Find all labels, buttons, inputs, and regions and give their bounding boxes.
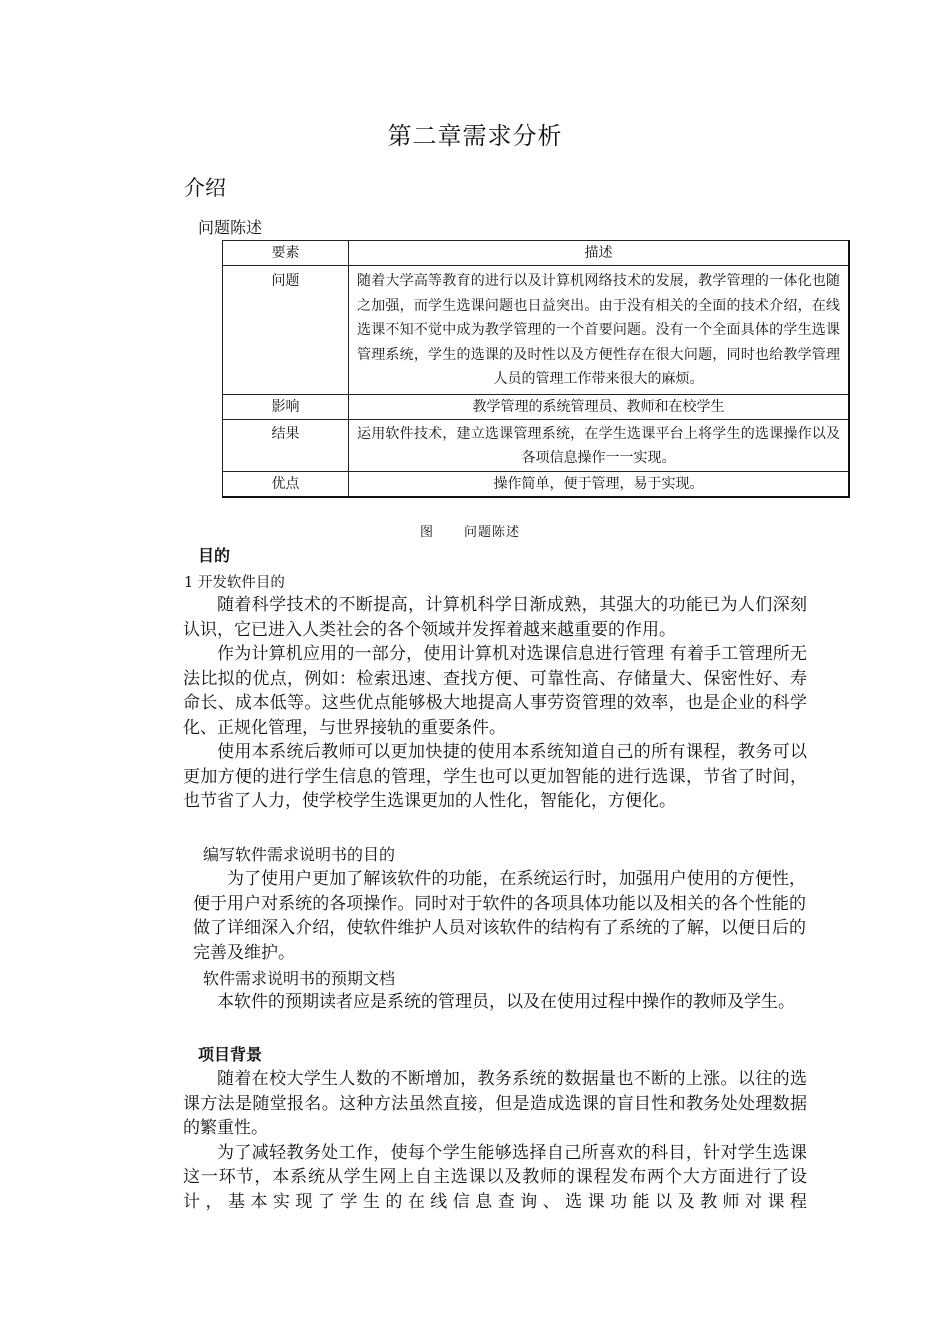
table-cell-key: 结果 <box>223 419 349 471</box>
spec-purpose-paragraph: 为了使用户更加了解该软件的功能，在系统运行时，加强用户使用的方便性，便于用户对系统的各项操作。同时对于软件的各项具体功能以及相关的各个性能的做了详细深入介绍，使软件维护人员对该软件的结构有了系统的了解，以便日后的完善及维护。 <box>193 869 806 963</box>
table-header-row <box>223 241 850 266</box>
table-row <box>223 266 850 395</box>
table-cell-key: 优点 <box>223 471 349 497</box>
table-row <box>223 394 850 419</box>
table-row <box>223 471 850 497</box>
paragraph: 作为计算机应用的一部分，使用计算机对选课信息进行管理 有着手工管理所无法比拟的优点，例如：检索迅速、查找方便、可靠性高、存储量大、保密性好、寿命长、成本低等。这些优点能够极大地提高人事劳资管理的效率，也是企业的科学化、正规化管理，与世界接轨的重要条件。 <box>183 644 807 738</box>
subsection-heading-purpose: 目的 <box>198 546 231 565</box>
background-paragraphs <box>183 1067 807 1214</box>
caption-text: 问题陈述 <box>464 525 521 540</box>
table-cell-value: 随着大学高等教育的进行以及计算机网络技术的发展，教学管理的一体化也随之加强，而学生选课问题也日益突出。由于没有相关的全面的技术介绍，在线选课不知不觉中成为教学管理的一个首要问题。没有一个全面具体的学生选课管理系统，学生的选课的及时性以及方便性存在很大问题，同时也给教学管理人员的管理工作带来很大的麻烦。 <box>349 266 850 395</box>
paragraph: 随着科学技术的不断提高，计算机科学日渐成熟，其强大的功能已为人们深刻认识，它已进入人类社会的各个领域并发挥着越来越重要的作用。 <box>183 595 807 640</box>
problem-statement-table <box>222 240 850 498</box>
spec-doc-paragraph: 本软件的预期读者应是系统的管理员，以及在使用过程中操作的教师及学生。 <box>217 992 795 1012</box>
table-cell-key: 影响 <box>223 394 349 419</box>
purpose-paragraphs <box>183 593 807 814</box>
table-row <box>223 419 850 471</box>
table-cell-value: 教学管理的系统管理员、教师和在校学生 <box>349 394 850 419</box>
paragraph: 随着在校大学生人数的不断增加，教务系统的数据量也不断的上涨。以往的选课方法是随堂报名。这种方法虽然直接，但是造成选课的盲目性和教务处处理数据的繁重性。 <box>183 1069 807 1138</box>
chapter-title: 第二章需求分析 <box>387 122 563 150</box>
caption-label: 图 <box>420 525 435 540</box>
purpose-item-heading: 1 开发软件目的 <box>184 575 285 591</box>
subsection-heading-problem: 问题陈述 <box>198 218 263 237</box>
table-header-description: 描述 <box>349 241 850 266</box>
spec-doc-heading: 软件需求说明书的预期文档 <box>203 969 396 988</box>
paragraph: 使用本系统后教师可以更加快捷的使用本系统知道自己的所有课程，教务可以更加方便的进行学生信息的管理，学生也可以更加智能的进行选课，节省了时间，也节省了人力，使学校学生选课更加的人性化，智能化，方便化。 <box>183 742 807 811</box>
table-cell-key: 问题 <box>223 266 349 395</box>
table-cell-value: 操作简单，便于管理，易于实现。 <box>349 471 850 497</box>
section-heading-intro: 介绍 <box>184 176 226 200</box>
table-header-element: 要素 <box>223 241 349 266</box>
table-cell-value: 运用软件技术，建立选课管理系统，在学生选课平台上将学生的选课操作以及各项信息操作一一实现。 <box>349 419 850 471</box>
subsection-heading-background: 项目背景 <box>198 1045 263 1064</box>
spec-purpose-heading: 编写软件需求说明书的目的 <box>203 845 396 864</box>
paragraph: 为了减轻教务处工作，使每个学生能够选择自己所喜欢的科目，针对学生选课这一环节，本系统从学生网上自主选课以及教师的课程发布两个大方面进行了设计，基本实现了学生的在线信息查询、选课功能以及教师对课程 <box>183 1142 807 1212</box>
table-caption <box>420 521 520 540</box>
